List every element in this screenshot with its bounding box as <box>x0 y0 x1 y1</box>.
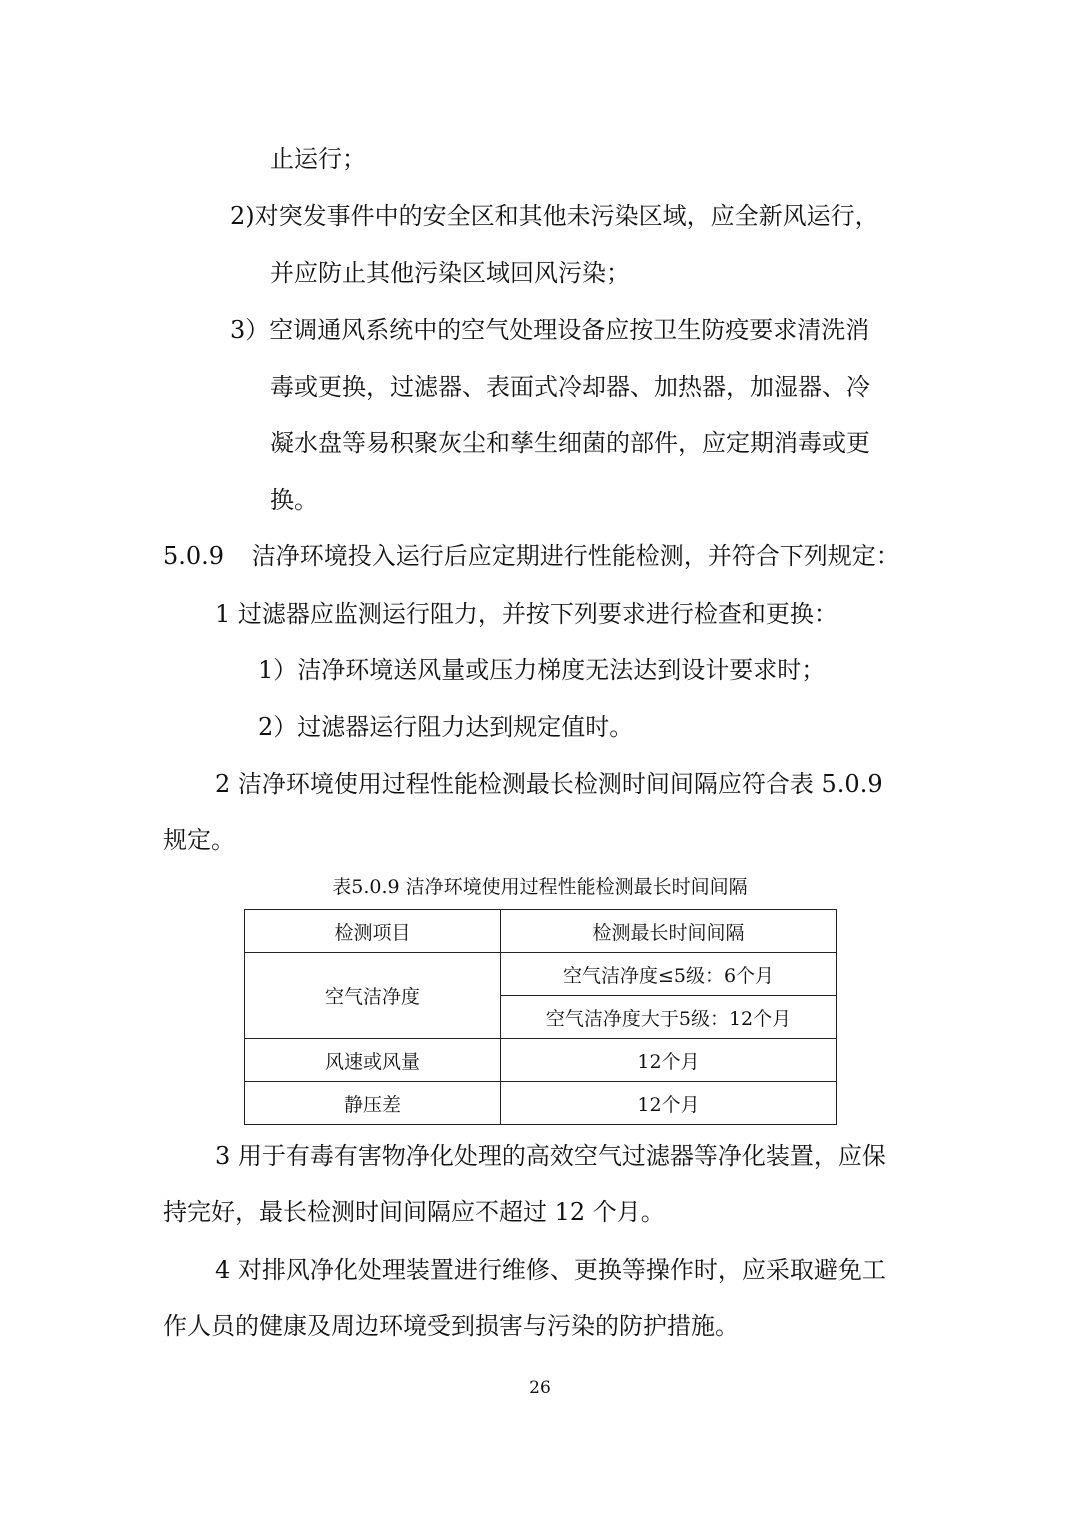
table-header-row <box>245 910 837 953</box>
table-cell: 12个月 <box>501 1082 837 1125</box>
item-1-sub-2: 2）过滤器运行阻力达到规定值时。 <box>258 713 634 741</box>
section-number: 5.0.9 <box>163 542 225 570</box>
table-cell: 空气洁净度 <box>245 953 501 1039</box>
table-row <box>245 1039 837 1082</box>
table-header: 检测项目 <box>245 910 501 953</box>
table-caption: 表5.0.9 洁净环境使用过程性能检测最长时间间隔 <box>332 876 748 898</box>
section-heading <box>163 541 900 571</box>
item-3-line: 3 用于有毒有害物净化处理的高效空气过滤器等净化装置，应保 <box>215 1142 886 1170</box>
item-1: 1 过滤器应监测运行阻力，并按下列要求进行检查和更换： <box>215 600 838 628</box>
text-line: 3）空调通风系统中的空气处理设备应按卫生防疫要求清洗消 <box>230 316 870 344</box>
item-4-line: 4 对排风净化处理装置进行维修、更换等操作时，应采取避免工 <box>215 1256 886 1284</box>
text-line: 2)对突发事件中的安全区和其他未污染区域，应全新风运行， <box>230 202 879 230</box>
table-row <box>245 953 837 996</box>
page-number: 26 <box>529 1378 551 1398</box>
item-1-sub-1: 1）洁净环境送风量或压力梯度无法达到设计要求时； <box>258 656 826 684</box>
table-header: 检测最长时间间隔 <box>501 910 837 953</box>
item-4-line: 作人员的健康及周边环境受到损害与污染的防护措施。 <box>163 1312 739 1340</box>
section-title: 洁净环境投入运行后应定期进行性能检测，并符合下列规定： <box>251 542 900 570</box>
text-line: 止运行； <box>270 145 366 173</box>
text-line: 并应防止其他污染区域回风污染； <box>270 259 630 287</box>
text-line: 换。 <box>270 486 318 514</box>
table-cell: 12个月 <box>501 1039 837 1082</box>
item-3-line: 持完好，最长检测时间间隔应不超过 12 个月。 <box>163 1198 665 1226</box>
table-cell: 空气洁净度≤5级：6个月 <box>501 953 837 996</box>
text-line: 凝水盘等易积聚灰尘和孳生细菌的部件，应定期消毒或更 <box>270 429 870 457</box>
item-2-line: 规定。 <box>163 826 235 854</box>
table-cell: 空气洁净度大于5级：12个月 <box>501 996 837 1039</box>
interval-table <box>244 909 837 1125</box>
table-cell: 静压差 <box>245 1082 501 1125</box>
table-cell: 风速或风量 <box>245 1039 501 1082</box>
text-line: 毒或更换，过滤器、表面式冷却器、加热器，加湿器、冷 <box>270 373 870 401</box>
item-2-line: 2 洁净环境使用过程性能检测最长检测时间间隔应符合表 5.0.9 <box>215 770 883 798</box>
table-row <box>245 1082 837 1125</box>
